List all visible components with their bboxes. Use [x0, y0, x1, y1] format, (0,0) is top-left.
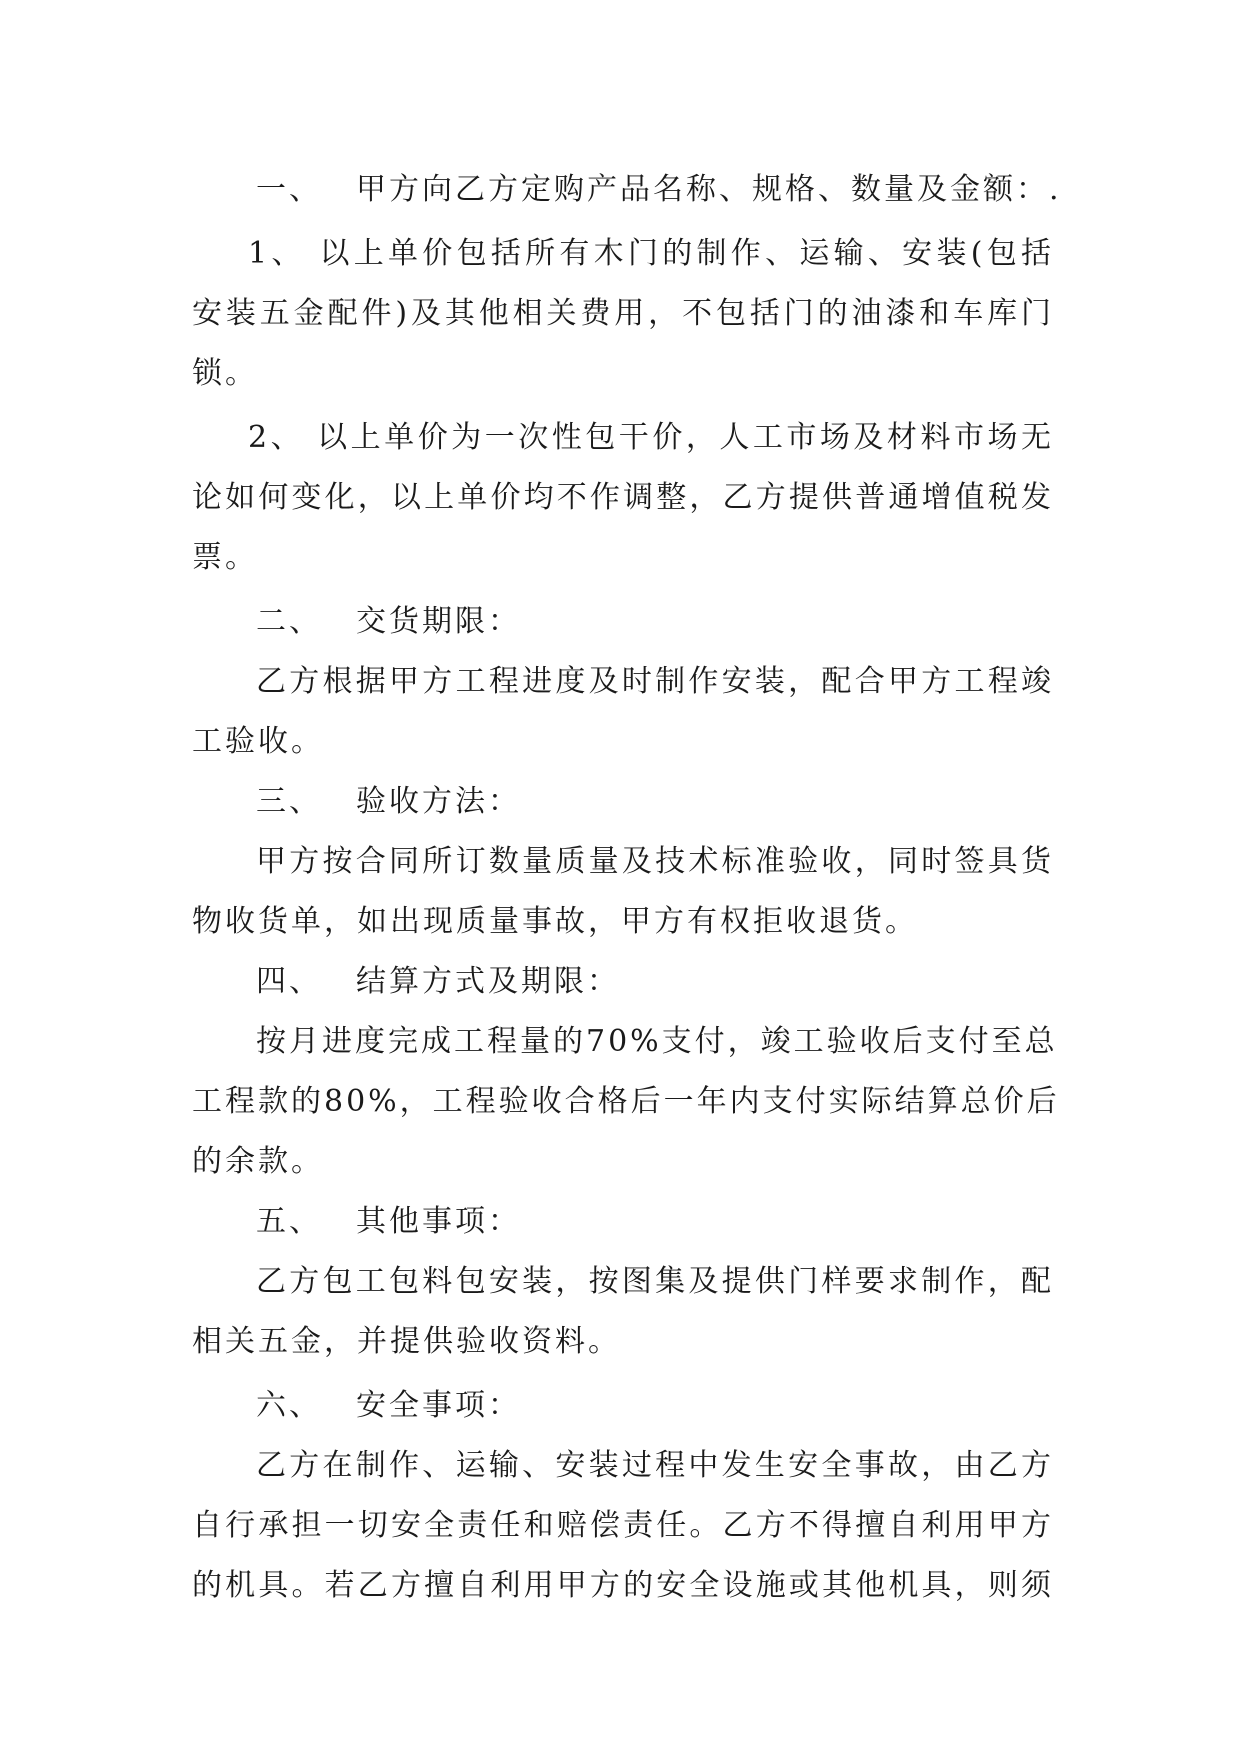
paragraph-line: 按月进度完成工程量的70%支付，竣工验收后支付至总 — [256, 1024, 1058, 1059]
paragraph-line: 论如何变化，以上单价均不作调整，乙方提供普通增值税发 — [192, 480, 1054, 515]
section-number: 六、 — [256, 1388, 322, 1423]
section-title: 其他事项： — [356, 1204, 521, 1239]
paragraph-line: 甲方按合同所订数量质量及技术标准验收，同时签具货 — [256, 844, 1054, 879]
section-title: 验收方法： — [356, 784, 521, 819]
section-heading — [192, 160, 1062, 220]
paragraph-line: 工验收。 — [192, 724, 324, 759]
paragraph-line: 自行承担一切安全责任和赔偿责任。乙方不得擅自利用甲方 — [192, 1508, 1054, 1543]
section-heading — [192, 592, 1054, 652]
section-number: 四、 — [256, 964, 322, 999]
section-heading — [192, 1192, 1054, 1252]
paragraph-line: 票。 — [192, 540, 258, 575]
section-title: 交货期限： — [356, 604, 521, 639]
section-number: 五、 — [256, 1204, 322, 1239]
paragraph-line: 乙方根据甲方工程进度及时制作安装，配合甲方工程竣 — [256, 664, 1054, 699]
paragraph-line: 的机具。若乙方擅自利用甲方的安全设施或其他机具，则须 — [192, 1568, 1054, 1603]
section-heading — [192, 952, 1054, 1012]
paragraph-line: 物收货单，如出现质量事故，甲方有权拒收退货。 — [192, 904, 918, 939]
paragraph-line: 锁。 — [192, 356, 258, 391]
document-page — [192, 160, 1062, 1616]
paragraph-line: 相关五金，并提供验收资料。 — [192, 1324, 621, 1359]
paragraph-line: 2、 以上单价为一次性包干价，人工市场及材料市场无 — [248, 420, 1054, 455]
paragraph-line: 1、 以上单价包括所有木门的制作、运输、安装(包括 — [248, 236, 1054, 271]
section-number: 二、 — [256, 604, 322, 639]
paragraph-line: 安装五金配件)及其他相关费用，不包括门的油漆和车库门 — [192, 296, 1054, 331]
paragraph-line: 乙方包工包料包安装，按图集及提供门样要求制作，配 — [256, 1264, 1054, 1299]
section-heading — [192, 772, 1054, 832]
paragraph-line: 乙方在制作、运输、安装过程中发生安全事故，由乙方 — [256, 1448, 1054, 1483]
section-number: 一、 — [256, 172, 322, 207]
section-title: 甲方向乙方定购产品名称、规格、数量及金额：. — [356, 172, 1062, 207]
section-number: 三、 — [256, 784, 322, 819]
section-title: 安全事项： — [356, 1388, 521, 1423]
paragraph-line: 工程款的80%，工程验收合格后一年内支付实际结算总价后 — [192, 1084, 1060, 1119]
section-title: 结算方式及期限： — [356, 964, 620, 999]
paragraph-line: 的余款。 — [192, 1144, 324, 1179]
section-heading — [192, 1376, 1054, 1436]
